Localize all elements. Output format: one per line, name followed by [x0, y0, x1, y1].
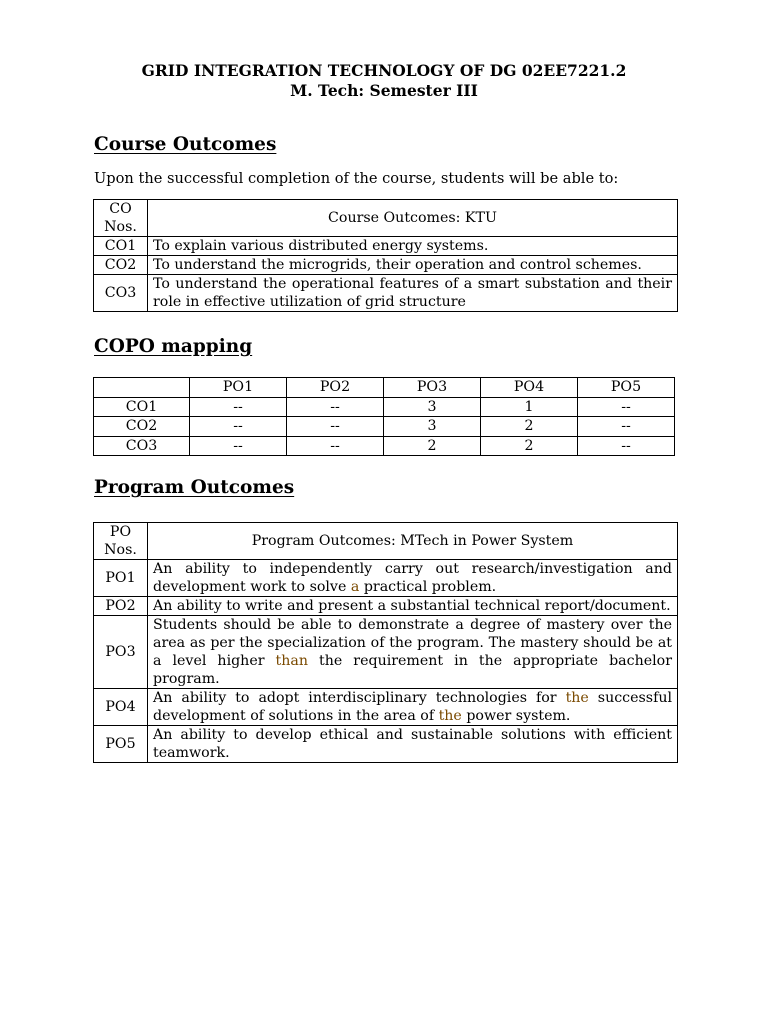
- table-row: [94, 726, 678, 763]
- co-text-cell: To understand the microgrids, their operation and control schemes.: [148, 256, 678, 275]
- po-text-cell: [148, 689, 678, 726]
- po-id-cell: PO3: [94, 616, 148, 689]
- program-outcomes-heading: Program Outcomes: [94, 477, 295, 498]
- table-row: [94, 237, 678, 256]
- po-id-cell: PO4: [94, 689, 148, 726]
- copo-cell: --: [578, 397, 675, 417]
- course-outcomes-intro: Upon the successful completion of the course, students will be able to:: [94, 170, 619, 187]
- po-text-cell: [148, 597, 678, 616]
- po-text: power system.: [461, 708, 571, 724]
- po-text: the requirement in the appropriate bachelor program.: [153, 653, 672, 687]
- po-id-cell: PO1: [94, 560, 148, 597]
- document-title: GRID INTEGRATION TECHNOLOGY OF DG 02EE7221.2: [141, 61, 627, 80]
- header-line: Nos.: [104, 219, 137, 235]
- table-header-row: [94, 378, 675, 398]
- po-text-cell: [148, 616, 678, 689]
- po-text-highlight: the: [438, 708, 462, 724]
- table-row: [94, 275, 678, 312]
- po-number-header: [94, 523, 148, 560]
- copo-cell: --: [287, 417, 384, 437]
- copo-header-cell: [94, 378, 190, 398]
- copo-cell: CO3: [94, 436, 190, 456]
- copo-cell: --: [287, 436, 384, 456]
- po-text-cell: [148, 726, 678, 763]
- copo-cell: --: [190, 397, 287, 417]
- table-row: [94, 560, 678, 597]
- po-text: An ability to write and present a substantial technical report/document.: [153, 598, 671, 614]
- po-text: practical problem.: [359, 579, 497, 595]
- copo-cell: --: [190, 436, 287, 456]
- table-header-row: [94, 523, 678, 560]
- table-row: [94, 689, 678, 726]
- course-outcomes-table: [93, 199, 678, 312]
- co-text-cell: To understand the operational features of a smart substation and their role in effective utilization of grid structure: [148, 275, 678, 312]
- header-line: Nos.: [104, 542, 137, 558]
- co-text-cell: To explain various distributed energy systems.: [148, 237, 678, 256]
- header-line: PO: [109, 524, 132, 540]
- copo-mapping-heading: COPO mapping: [94, 336, 253, 357]
- po-text: An ability to independently carry out research/investigation and development work to solve: [153, 561, 672, 595]
- program-outcomes-table: [93, 522, 678, 763]
- copo-mapping-table: [93, 377, 675, 456]
- copo-cell: --: [287, 397, 384, 417]
- table-row: [94, 436, 675, 456]
- table-header-row: [94, 200, 678, 237]
- po-text-cell: [148, 560, 678, 597]
- copo-header-cell: PO2: [287, 378, 384, 398]
- co-description-header: Course Outcomes: KTU: [148, 200, 678, 237]
- po-text-highlight: than: [275, 653, 308, 669]
- po-text-highlight: the: [565, 690, 589, 706]
- po-text-highlight: a: [350, 579, 360, 595]
- po-text: An ability to adopt interdisciplinary technologies for: [153, 690, 566, 706]
- copo-cell: --: [190, 417, 287, 437]
- table-row: [94, 616, 678, 689]
- course-outcomes-heading: Course Outcomes: [94, 134, 277, 155]
- copo-cell: CO2: [94, 417, 190, 437]
- copo-header-cell: PO1: [190, 378, 287, 398]
- copo-header-cell: PO4: [481, 378, 578, 398]
- po-text: An ability to develop ethical and sustainable solutions with efficient teamwork.: [153, 727, 672, 761]
- copo-cell: 2: [481, 436, 578, 456]
- header-line: CO: [109, 201, 132, 217]
- po-description-header: Program Outcomes: MTech in Power System: [148, 523, 678, 560]
- table-row: [94, 417, 675, 437]
- po-id-cell: PO5: [94, 726, 148, 763]
- copo-cell: 3: [384, 397, 481, 417]
- copo-header-cell: PO5: [578, 378, 675, 398]
- copo-cell: 2: [481, 417, 578, 437]
- copo-cell: CO1: [94, 397, 190, 417]
- copo-cell: 1: [481, 397, 578, 417]
- co-number-header: [94, 200, 148, 237]
- copo-cell: 3: [384, 417, 481, 437]
- copo-cell: --: [578, 417, 675, 437]
- document-subtitle: M. Tech: Semester III: [290, 81, 478, 100]
- table-row: [94, 597, 678, 616]
- po-id-cell: PO2: [94, 597, 148, 616]
- copo-cell: 2: [384, 436, 481, 456]
- co-id-cell: CO3: [94, 275, 148, 312]
- po-text: Students should be able to demonstrate a degree of mastery over the area as per the specialization of the program. The mastery should be at a level higher: [153, 617, 672, 669]
- table-row: [94, 256, 678, 275]
- co-id-cell: CO2: [94, 256, 148, 275]
- copo-header-cell: PO3: [384, 378, 481, 398]
- co-id-cell: CO1: [94, 237, 148, 256]
- copo-cell: --: [578, 436, 675, 456]
- po-text: successful development of solutions in the area of: [153, 690, 672, 724]
- table-row: [94, 397, 675, 417]
